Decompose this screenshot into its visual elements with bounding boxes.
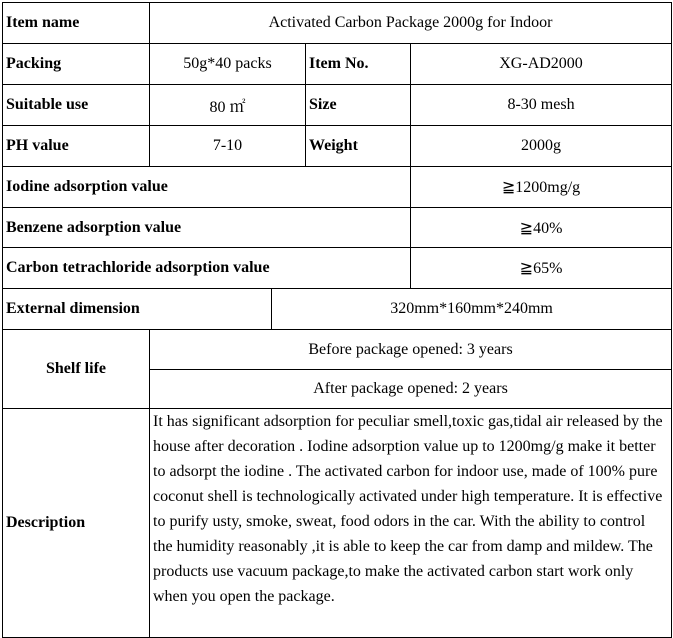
row-carbon-tet	[3, 248, 672, 289]
size-label: Size	[306, 85, 411, 126]
row-iodine	[3, 167, 672, 208]
packing-value: 50g*40 packs	[150, 44, 306, 85]
iodine-label: Iodine adsorption value	[3, 167, 411, 208]
ph-value-value: 7-10	[150, 126, 306, 167]
spec-table-container	[2, 2, 672, 638]
packing-label: Packing	[3, 44, 150, 85]
carbon-tet-label: Carbon tetrachloride adsorption value	[3, 248, 411, 289]
row-item-name	[3, 3, 672, 44]
external-dimension-value: 320mm*160mm*240mm	[272, 289, 672, 330]
description-value: It has significant adsorption for peculiar smell,toxic gas,tidal air released by the house after decoration . Iodine adsorption value up to 1200mg/g make it better to adsorpt the iodine . The activated carbon for indoor use, made of 100% pure coconut shell is technologically activated under high temperature. It is effective to purify usty, smoke, sweat, food odors in the car. With the ability to control the humidity reasonably ,it is able to keep the car from damp and mildew. The products use vacuum package,to make the activated carbon start work only when you open the package.	[150, 409, 672, 638]
carbon-tet-value: ≧65%	[411, 248, 672, 289]
row-suitable-use	[3, 85, 672, 126]
shelf-life-label: Shelf life	[3, 330, 150, 409]
row-shelf-life-before	[3, 330, 672, 370]
weight-label: Weight	[306, 126, 411, 167]
weight-value: 2000g	[411, 126, 672, 167]
item-no-label: Item No.	[306, 44, 411, 85]
description-label: Description	[3, 409, 150, 638]
row-ph-value	[3, 126, 672, 167]
shelf-life-before-value: Before package opened: 3 years	[150, 330, 672, 370]
row-external-dimension	[3, 289, 672, 330]
external-dimension-label: External dimension	[3, 289, 272, 330]
suitable-use-value: 80 ㎡	[150, 85, 306, 126]
benzene-label: Benzene adsorption value	[3, 208, 411, 248]
ph-value-label: PH value	[3, 126, 150, 167]
size-value: 8-30 mesh	[411, 85, 672, 126]
shelf-life-after-value: After package opened: 2 years	[150, 370, 672, 409]
item-name-label: Item name	[3, 3, 150, 44]
row-packing	[3, 44, 672, 85]
iodine-value: ≧1200mg/g	[411, 167, 672, 208]
product-spec-table	[2, 2, 672, 638]
row-benzene	[3, 208, 672, 248]
benzene-value: ≧40%	[411, 208, 672, 248]
item-no-value: XG-AD2000	[411, 44, 672, 85]
suitable-use-label: Suitable use	[3, 85, 150, 126]
item-name-value: Activated Carbon Package 2000g for Indoor	[150, 3, 672, 44]
row-description	[3, 409, 672, 638]
